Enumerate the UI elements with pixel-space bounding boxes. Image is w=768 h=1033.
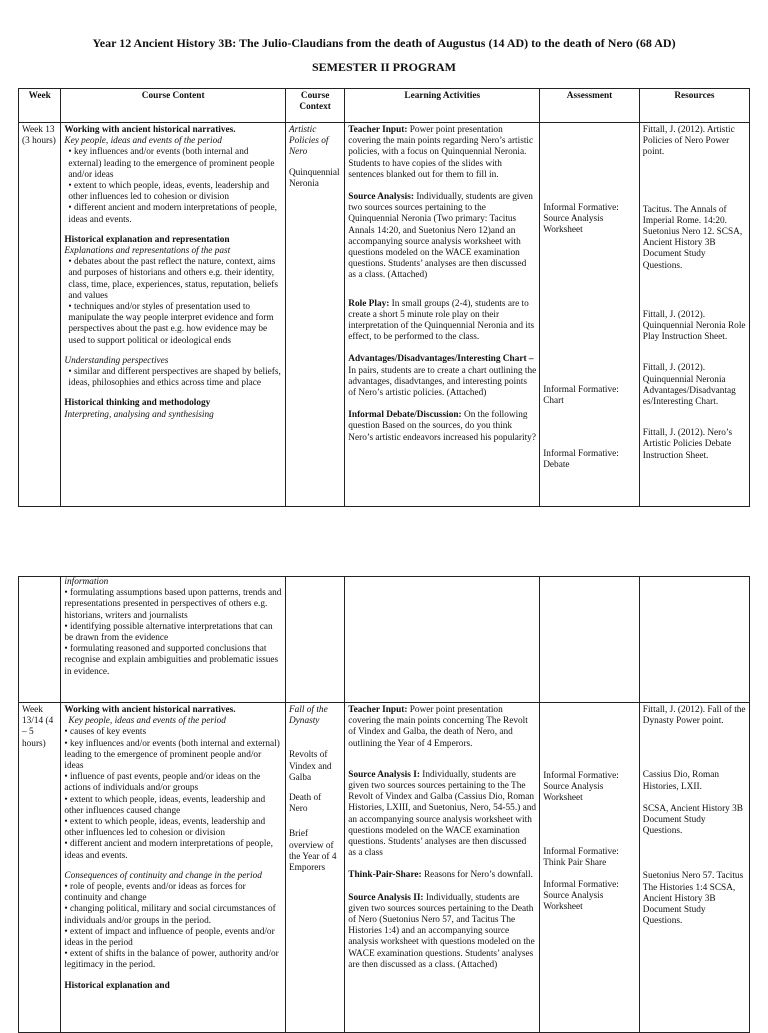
- content-subheading: Consequences of continuity and change in the period: [64, 870, 262, 881]
- program-table-1: [18, 88, 750, 507]
- activity-item: Source Analysis II: Individually, students are given two sources sources pertaining to the Death of Nero (Suetonius Nero 57, and Tacitus The Histories 1:4) and an accompanying source analysis worksheet with questions modeled on the WACE examination questions. Students’ analyses are then discussed as a class. (Attached): [348, 892, 535, 970]
- resource-item: Tacitus. The Annals of Imperial Rome. 14:20. Suetonius Nero 12. SCSA, Ancient History 3B Document Study Questions.: [642, 204, 743, 271]
- week-cell: Week 13 (3 hours): [19, 123, 61, 507]
- content-heading: Historical thinking and methodology: [64, 398, 211, 409]
- program-table-2: [18, 576, 750, 1033]
- resource-item: Cassius Dio, Roman Histories, LXII.: [642, 770, 719, 792]
- context-item: Death of Nero: [288, 793, 322, 815]
- content-subheading: Understanding perspectives: [64, 355, 169, 366]
- assessment-cell: [540, 123, 640, 507]
- content-bullet: • formulating reasoned and supported conclusions that recognise and explain ambiguities and problematic issues in evidence.: [64, 644, 282, 678]
- resource-item: Fittall, J. (2012). Nero’s Artistic Policies Debate Instruction Sheet.: [642, 428, 733, 461]
- assessment-item: Informal Formative: Source Analysis Worksheet: [543, 880, 619, 913]
- context-item: Revolts of Vindex and Galba: [288, 750, 332, 783]
- content-bullet: • similar and different perspectives are shaped by beliefs, ideas, philosophies and ethics across time and place: [64, 367, 282, 389]
- context-item: Fall of the Dynasty: [288, 705, 328, 727]
- content-bullet: • extent of impact and influence of people, events and/or ideas in the period: [64, 927, 282, 949]
- activity-item: Source Analysis I: Individually, students are given two sources sources pertaining to the The Revolt of Vindex and Galba (Cassius Dio, Roman Histories, LXIII, and Suetonius, Nero, 54-55.) and an accompanying source analysis worksheet with questions modeled on the WACE examination questions. Students’ analyses are then discussed as a class: [348, 769, 536, 859]
- learning-activities-cell: [345, 703, 540, 1033]
- content-bullet: • role of people, events and/or ideas as forces for continuity and change: [64, 882, 282, 904]
- content-subheading: Explanations and representations of the past: [64, 246, 231, 257]
- table-row: [19, 577, 750, 703]
- content-subheading: Interpreting, analysing and synthesising: [64, 409, 214, 420]
- content-heading: Working with ancient historical narratives.: [64, 125, 236, 135]
- header-course-content: Course Content: [61, 89, 286, 123]
- content-bullet: • causes of key events: [64, 727, 282, 738]
- content-bullet: • influence of past events, people and/or ideas on the actions of individuals and/or groups: [64, 772, 282, 794]
- assessment-item: Informal Formative: Chart: [543, 384, 619, 406]
- content-bullet: • formulating assumptions based upon patterns, trends and representations presented in perspectives of others e.g. historians, writers and journalists: [64, 588, 282, 622]
- assessment-item: Informal Formative: Source Analysis Worksheet: [543, 203, 619, 236]
- content-bullet: • debates about the past reflect the nature, context, aims and purposes of historians and others e.g. their identity, class, time, place, experiences, status, reputation, beliefs and values: [64, 257, 282, 302]
- learning-activities-cell: [345, 123, 540, 507]
- activity-item: Think-Pair-Share: Reasons for Nero’s downfall.: [348, 870, 533, 881]
- course-content-cell: [61, 703, 286, 1033]
- content-subheading: information: [64, 577, 109, 587]
- course-context-cell: [285, 123, 344, 507]
- context-item: Artistic Policies of Nero: [288, 125, 329, 158]
- content-bullet: • changing political, military and social circumstances of individuals and/or groups in the period.: [64, 904, 282, 926]
- resources-cell: [639, 123, 749, 507]
- context-item: Brief overview of the Year of 4 Emporers: [288, 829, 337, 874]
- resources-cell: [639, 703, 749, 1033]
- content-bullet: • extent to which people, ideas, events, leadership and other influences caused change: [64, 795, 282, 817]
- content-bullet: • techniques and/or styles of presentation used to manipulate the way people interpret evidence and form perspectives about the past e.g. how evidence may be used to support political or ideological ends: [64, 302, 282, 347]
- course-context-cell: [285, 703, 344, 1033]
- activity-item: Teacher Input: Power point presentation covering the main points regarding Nero’s artistic policies, with a focus on Quinquennial Neronia. Students to have copies of the slides with sentences blanked out for them to fill in.: [348, 125, 534, 180]
- context-item: Quinquennial Neronia: [288, 167, 340, 189]
- resource-item: Fittall, J. (2012). Artistic Policies of Nero Power point.: [642, 125, 735, 158]
- header-resources: Resources: [639, 89, 749, 123]
- assessment-item: Informal Formative: Think Pair Share: [543, 846, 619, 868]
- content-bullet: • key influences and/or events (both internal and external) leading to the emergence of prominent people and/or ideas: [64, 739, 282, 773]
- content-bullet: • identifying possible alternative interpretations that can be drawn from the evidence: [64, 622, 282, 644]
- course-content-cell: [61, 123, 286, 507]
- document-subtitle: SEMESTER II PROGRAM: [311, 60, 457, 74]
- header-week: Week: [19, 89, 61, 123]
- assessment-cell: [540, 703, 640, 1033]
- table-row: [19, 123, 750, 507]
- header-course-context: Course Context: [285, 89, 344, 123]
- content-heading: Historical explanation and: [64, 980, 170, 991]
- content-bullet: • different ancient and modern interpretations of people, ideas and events.: [64, 839, 282, 861]
- resource-item: Fittall, J. (2012). Fall of the Dynasty Power point.: [642, 705, 746, 727]
- content-bullet: • extent to which people, ideas, events, leadership and other influences led to cohesion or division: [64, 817, 282, 839]
- activity-item: Informal Debate/Discussion: On the following question Based on the sources, do you think Nero’s artistic endeavors increased his popularity?: [348, 410, 536, 443]
- content-heading: Historical explanation and representation: [64, 234, 230, 245]
- content-bullet: • extent of shifts in the balance of power, authority and/or legitimacy in the period.: [64, 949, 282, 971]
- activity-item: Advantages/Disadvantages/Interesting Chart – In pairs, students are to create a chart outlining the advantages, disadvtanges, and interesting points of Nero’s artistic policies. (Attached): [348, 354, 537, 399]
- resource-item: Suetonius Nero 57. Tacitus The Histories 1:4 SCSA, Ancient History 3B Document Study Questions.: [642, 871, 744, 927]
- document-title: Year 12 Ancient History 3B: The Julio-Claudians from the death of Augustus (14 AD) to the death of Nero (68 AD): [92, 36, 676, 50]
- activity-item: Teacher Input: Power point presentation covering the main points concerning The Revolt of Vindex and Galba, the death of Nero, and outlining the Year of 4 Emperors.: [348, 705, 528, 749]
- content-subheading: Key people, ideas and events of the period: [64, 136, 222, 147]
- assessment-item: Informal Formative: Debate: [543, 449, 619, 471]
- week-cell: Week 13/14 (4 – 5 hours): [19, 703, 61, 1033]
- resource-item: Fittall, J. (2012). Quinquennial Neronia Advantages/Disadvantag es/Interesting Chart.: [642, 363, 736, 408]
- resource-item: SCSA, Ancient History 3B Document Study Questions.: [642, 803, 743, 837]
- header-learning-activities: Learning Activities: [345, 89, 540, 123]
- assessment-item: Informal Formative: Source Analysis Worksheet: [543, 771, 619, 804]
- activity-item: Role Play: In small groups (2-4), students are to create a short 5 minute role play on their interpretation of the Quinquennial Neronia and its effect, to be performed to the class.: [348, 298, 535, 343]
- table-row: [19, 703, 750, 1033]
- content-bullet: • key influences and/or events (both internal and external) leading to the emergence of prominent people and/or ideas: [64, 147, 282, 181]
- course-content-cell: [61, 577, 286, 703]
- content-subheading: Key people, ideas and events of the period: [68, 716, 226, 727]
- content-heading: Working with ancient historical narratives.: [64, 705, 236, 715]
- content-bullet: • different ancient and modern interpretations of people, ideas and events.: [64, 203, 282, 225]
- content-bullet: • extent to which people, ideas, events, leadership and other influences led to cohesion or division: [64, 181, 282, 203]
- resource-item: Fittall, J. (2012). Quinquennial Neronia Role Play Instruction Sheet.: [642, 309, 746, 343]
- header-assessment: Assessment: [540, 89, 640, 123]
- activity-item: Source Analysis: Individually, students are given two sources sources pertaining to the Quinquennial Neronia (Two primary: Tacitus Annals 14:20, and Suetonius Nero 12)and an accompanying source analysis worksheet with questions modeled on the WACE examination questions. Students’ analyses are then discussed as a class. (Attached): [348, 192, 533, 281]
